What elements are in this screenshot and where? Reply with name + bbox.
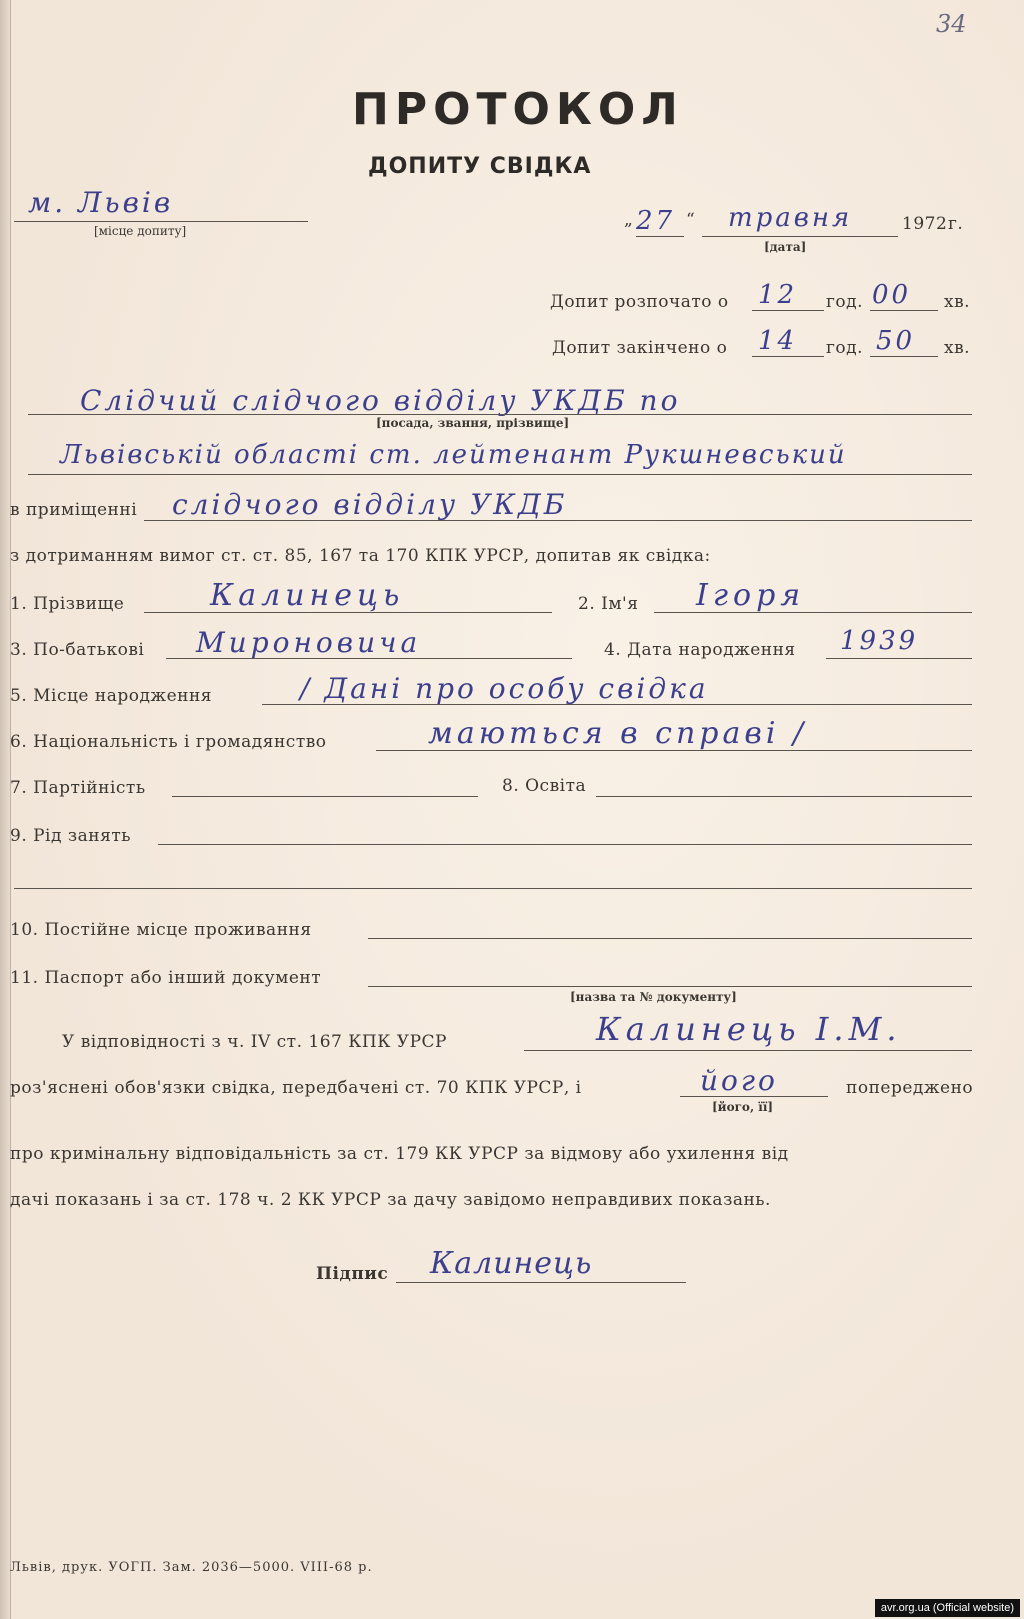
date-month-line <box>702 236 898 237</box>
investigator-line1: Слідчий слідчого відділу УКДБ по <box>80 384 681 417</box>
field-passport-label: 11. Паспорт або інший документ <box>10 968 322 988</box>
field-birthdate-label: 4. Дата народження <box>604 640 796 660</box>
date-day-line <box>636 236 684 237</box>
duties-line1-label: У відповідності з ч. IV ст. 167 КПК УРСР <box>62 1032 447 1052</box>
start-minute-line <box>870 310 938 311</box>
date-year: 1972 <box>902 214 948 234</box>
duties-line2-caption: [його, її] <box>712 1100 774 1114</box>
page-number: 34 <box>936 10 967 38</box>
start-minute: 00 <box>872 280 912 310</box>
signature-rule <box>396 1282 686 1283</box>
start-hour-unit: год. <box>826 292 864 312</box>
field-patronymic-value: Мироновича <box>196 626 422 659</box>
field-party-rule <box>172 796 478 797</box>
end-minute-line <box>870 356 938 357</box>
field-party-label: 7. Партійність <box>10 778 146 798</box>
place-line <box>14 221 308 222</box>
field-name-value: Ігоря <box>696 578 806 613</box>
field-nationality-rule <box>376 750 972 751</box>
premises-label: в приміщенні <box>10 500 138 520</box>
field-residence-label: 10. Постійне місце проживання <box>10 920 312 940</box>
place-caption: [місце допиту] <box>94 224 187 238</box>
field-birthdate-rule <box>826 658 972 659</box>
field-residence-rule <box>368 938 972 939</box>
field-occupation-rule-2 <box>14 888 972 889</box>
field-education-label: 8. Освіта <box>502 776 587 796</box>
duties-line2-prefix: роз'яснені обов'язки свідка, передбачені ст. 70 КПК УРСР, і <box>10 1078 582 1098</box>
premises-rule <box>144 520 972 521</box>
document-title: ПРОТОКОЛ <box>352 84 684 135</box>
date-suffix: г. <box>948 214 964 234</box>
field-surname-rule <box>144 612 552 613</box>
compliance-text: з дотриманням вимог ст. ст. 85, 167 та 170 КПК УРСР, допитав як свідка: <box>10 546 711 566</box>
duties-line1-rule <box>524 1050 972 1051</box>
investigator-caption: [посада, звання, прізвище] <box>376 416 570 430</box>
duties-line2-rule <box>680 1096 828 1097</box>
investigator-line2-rule <box>28 474 972 475</box>
end-minute: 50 <box>876 326 916 356</box>
duties-line3: про кримінальну відповідальність за ст. 179 КК УРСР за відмову або ухилення від <box>10 1144 789 1164</box>
field-education-rule <box>596 796 972 797</box>
investigator-line2: Львівській області ст. лейтенант Рукшневський <box>60 440 847 470</box>
investigator-line1-rule <box>28 414 972 415</box>
end-hour: 14 <box>758 326 798 356</box>
end-label: Допит закінчено о <box>552 338 728 358</box>
start-hour-line <box>752 310 824 311</box>
field-passport-caption: [назва та № документу] <box>570 990 737 1004</box>
end-hour-unit: год. <box>826 338 864 358</box>
printer-imprint: Львів, друк. УОГП. Зам. 2036—5000. VIII-68 р. <box>10 1560 373 1575</box>
date-month: травня <box>728 203 853 233</box>
field-occupation-rule <box>158 844 972 845</box>
end-minute-unit: хв. <box>944 338 971 358</box>
field-surname-label: 1. Прізвище <box>10 594 125 614</box>
field-occupation-label: 9. Рід занять <box>10 826 131 846</box>
duties-line2-suffix: попереджено <box>846 1078 974 1098</box>
field-nationality-value: маються в справі / <box>428 716 808 751</box>
source-badge: avr.org.ua (Official website) <box>875 1599 1020 1617</box>
field-name-label: 2. Ім'я <box>578 594 639 614</box>
page-binding-edge <box>0 0 11 1619</box>
place-value: м. Львів <box>28 186 174 219</box>
date-caption: [дата] <box>764 240 807 254</box>
duties-line2-value: його <box>700 1064 778 1097</box>
end-hour-line <box>752 356 824 357</box>
field-patronymic-label: 3. По-батькові <box>10 640 145 660</box>
signature-value: Калинець <box>430 1246 593 1281</box>
field-birthplace-value: / Дані про особу свідка <box>300 672 709 705</box>
date-open-quote: „ <box>624 210 634 230</box>
start-label: Допит розпочато о <box>550 292 729 312</box>
signature-label: Підпис <box>316 1264 389 1284</box>
duties-line1-value: Калинець І.М. <box>596 1010 902 1048</box>
field-birthplace-label: 5. Місце народження <box>10 686 213 706</box>
start-hour: 12 <box>758 280 798 310</box>
field-surname-value: Калинець <box>210 578 405 613</box>
start-minute-unit: хв. <box>944 292 971 312</box>
field-patronymic-rule <box>166 658 572 659</box>
premises-value: слідчого відділу УКДБ <box>172 488 568 521</box>
date-close-quote: “ <box>686 210 696 230</box>
document-subtitle: ДОПИТУ СВІДКА <box>368 154 592 179</box>
field-birthplace-rule <box>262 704 972 705</box>
duties-line4: дачі показань і за ст. 178 ч. 2 КК УРСР за дачу завідомо неправдивих показань. <box>10 1190 771 1210</box>
field-nationality-label: 6. Національність і громадянство <box>10 732 327 752</box>
field-birthdate-value: 1939 <box>840 626 919 656</box>
date-day: 27 <box>636 206 676 236</box>
field-passport-rule <box>368 986 972 987</box>
field-name-rule <box>654 612 972 613</box>
